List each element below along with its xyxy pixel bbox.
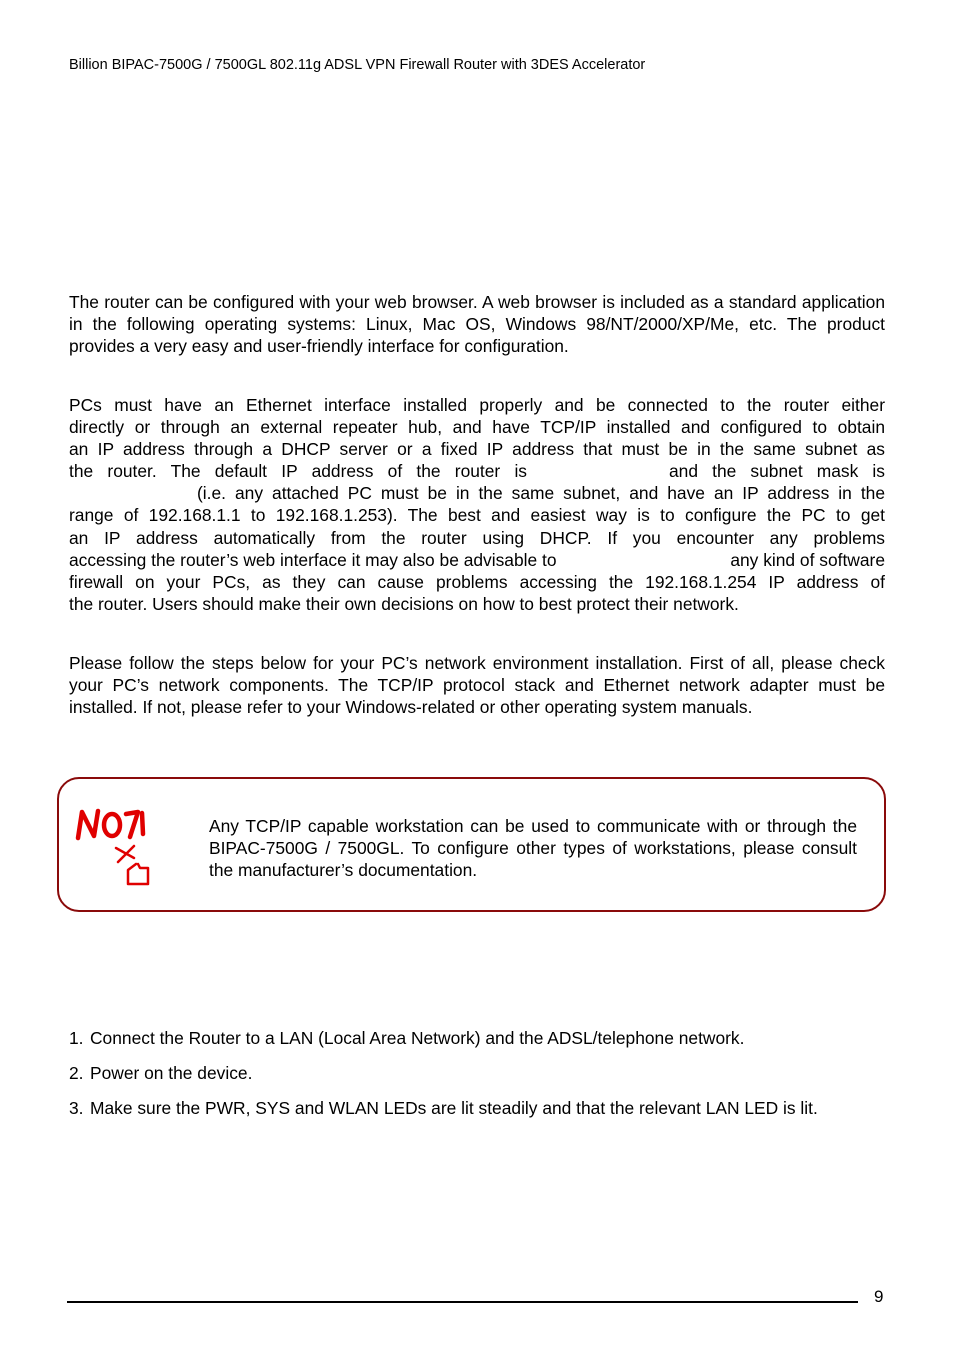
list-item (69, 1027, 885, 1049)
step-number: 1. (69, 1028, 84, 1048)
requirements-paragraph (69, 394, 885, 615)
step-text: Power on the device. (90, 1063, 253, 1083)
requirements-line: the router. Users should make their own decisions on how to best protect their network. (69, 593, 739, 614)
step-text: Make sure the PWR, SYS and WLAN LEDs are lit steadily and that the relevant LAN LED is lit. (90, 1098, 818, 1118)
requirements-line: directly or through an external repeater hub, and have TCP/IP installed and configured to obtain (69, 417, 885, 438)
requirements-line-part: any kind of software (730, 549, 885, 570)
list-item (69, 1097, 885, 1119)
page-number: 9 (874, 1287, 884, 1306)
step-number: 3. (69, 1098, 84, 1118)
footer-rule (67, 1301, 858, 1303)
install-paragraph: Please follow the steps below for your PC’s network environment installation. First of all, please check your PC’s network components. The TCP/IP protocol stack and Ethernet network adapter must be installed. If not, please refer to your Windows-related or other operating system manuals. (69, 653, 885, 718)
requirements-line: range of 192.168.1.1 to 192.168.1.253). The best and easiest way is to configure the PC to get (69, 505, 885, 526)
requirements-line-firewall (69, 549, 885, 571)
requirements-line-part: the router. The default IP address of the router is (69, 461, 527, 482)
list-item (69, 1062, 885, 1084)
requirements-line: PCs must have an Ethernet interface installed properly and be connected to the router either (69, 395, 885, 415)
requirements-line-ip (69, 460, 885, 482)
requirements-line: firewall on your PCs, as they can cause problems accessing the 192.168.1.254 IP address of (69, 571, 885, 592)
requirements-line: an IP address automatically from the router using DHCP. If you encounter any problems (69, 527, 885, 548)
note-icon (72, 806, 156, 890)
step-number: 2. (69, 1063, 84, 1083)
intro-paragraph: The router can be configured with your web browser. A web browser is included as a standard application in the following operating systems: Linux, Mac OS, Windows 98/NT/2000/XP/Me, etc. The product provides a very easy and user-friendly interface for configuration. (69, 292, 885, 357)
requirements-line-subnet: (i.e. any attached PC must be in the same subnet, and have an IP address in the (197, 483, 885, 504)
requirements-line-part: and the subnet mask is (669, 461, 885, 482)
setup-steps (69, 1027, 885, 1132)
requirements-line-part: accessing the router’s web interface it may also be advisable to (69, 549, 557, 570)
step-text: Connect the Router to a LAN (Local Area Network) and the ADSL/telephone network. (90, 1028, 745, 1048)
requirements-line: an IP address through a DHCP server or a fixed IP address that must be in the same subnet as (69, 439, 885, 460)
page-header: Billion BIPAC-7500G / 7500GL 802.11g ADSL VPN Firewall Router with 3DES Accelerator (69, 57, 646, 73)
note-text: Any TCP/IP capable workstation can be used to communicate with or through the BIPAC-7500G / 7500GL. To configure other types of workstations, please consult the manufacturer’s documentation. (209, 816, 857, 880)
